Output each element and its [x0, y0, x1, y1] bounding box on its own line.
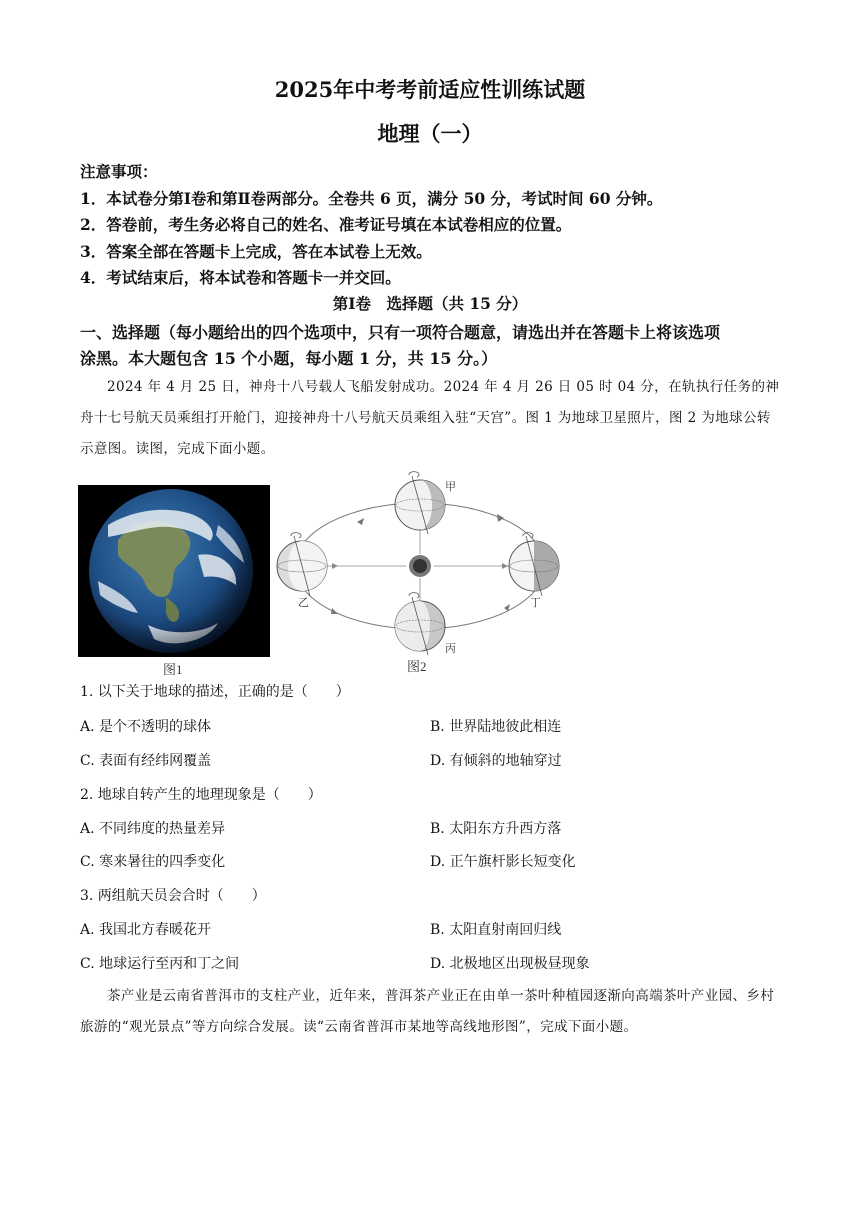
q3-option-b[interactable]: B. 太阳直射南回归线 — [430, 922, 562, 938]
q2-option-c[interactable]: C. 寒来暑往的四季变化 — [80, 854, 226, 870]
earth-position-bing — [395, 597, 445, 655]
position-label-jia: 甲 — [445, 481, 456, 493]
figure-2-revolution-diagram — [272, 462, 572, 672]
exam-title: 2025年中考考前适应性训练试题 — [274, 77, 586, 102]
position-label-yi: 乙 — [298, 597, 309, 609]
passage-puer-tea: 茶产业是云南省普洱市的支柱产业，近年来，普洱茶产业正在由单一茶叶种植园逐渐向高端茶叶产业园、乡村旅游的“观光景点”等方向综合发展。读“云南省普洱市某地等高线地形图”，完成下面小题。 — [80, 988, 775, 1035]
position-label-ding: 丁 — [530, 597, 541, 609]
note-item: 4．考试结束后，将本试卷和答题卡一并交回。 — [80, 268, 401, 287]
figure-1-earth-photo — [78, 485, 270, 657]
q1-option-d[interactable]: D. 有倾斜的地轴穿过 — [430, 753, 562, 769]
figure-1-caption: 图1 — [163, 662, 183, 677]
q2-option-d[interactable]: D. 正午旗杆影长短变化 — [430, 854, 576, 870]
q2-option-a[interactable]: A. 不同纬度的热量差异 — [80, 821, 226, 837]
question-2-stem: 2. 地球自转产生的地理现象是（ ） — [80, 787, 322, 803]
section-title: 第Ⅰ卷 选择题（共 15 分） — [332, 294, 528, 313]
q1-option-a[interactable]: A. 是个不透明的球体 — [80, 719, 212, 735]
note-item: 3．答案全部在答题卡上完成，答在本试卷上无效。 — [80, 242, 432, 261]
q2-option-b[interactable]: B. 太阳东方升西方落 — [430, 821, 562, 837]
note-item: 2．答卷前，考生务必将自己的姓名、准考证号填在本试卷相应的位置。 — [80, 215, 572, 234]
q1-option-b[interactable]: B. 世界陆地彼此相连 — [430, 719, 562, 735]
figure-2-caption: 图2 — [407, 659, 427, 674]
notes-heading: 注意事项： — [80, 162, 158, 181]
question-3-stem: 3. 两组航天员会合时（ ） — [80, 888, 266, 904]
orbit-diagram — [272, 462, 572, 672]
earth-position-jia — [395, 476, 445, 534]
q3-option-c[interactable]: C. 地球运行至丙和丁之间 — [80, 956, 240, 972]
earth-position-yi — [277, 536, 327, 596]
note-item: 1．本试卷分第Ⅰ卷和第Ⅱ卷两部分。全卷共 6 页，满分 50 分，考试时间 60 分钟。 — [80, 189, 663, 208]
passage-shenzhou: 2024 年 4 月 25 日，神舟十八号载人飞船发射成功。2024 年 4 月 26 日 05 时 04 分，在轨执行任务的神舟十七号航天员乘组打开舱门，迎接神舟十八号航天员乘组入驻“天宫”。图 1 为地球卫星照片，图 2 为地球公转示意图。读图，完成下面小题。 — [80, 379, 780, 457]
q1-option-c[interactable]: C. 表面有经纬网覆盖 — [80, 753, 212, 769]
sun-icon — [409, 555, 431, 577]
q3-option-a[interactable]: A. 我国北方春暖花开 — [80, 922, 212, 938]
section-instruction-1: 一、选择题（每小题给出的四个选项中，只有一项符合题意，请选出并在答题卡上将该选项 — [80, 323, 721, 342]
q3-option-d[interactable]: D. 北极地区出现极昼现象 — [430, 956, 590, 972]
exam-subtitle: 地理（一） — [377, 121, 483, 146]
position-label-bing: 丙 — [445, 643, 456, 655]
section-instruction-2: 涂黑。本大题包含 15 个小题，每小题 1 分，共 15 分。） — [80, 349, 498, 368]
question-1-stem: 1. 以下关于地球的描述，正确的是（ ） — [80, 684, 350, 700]
earth-position-ding — [509, 536, 559, 596]
earth-globe-image — [78, 485, 270, 657]
